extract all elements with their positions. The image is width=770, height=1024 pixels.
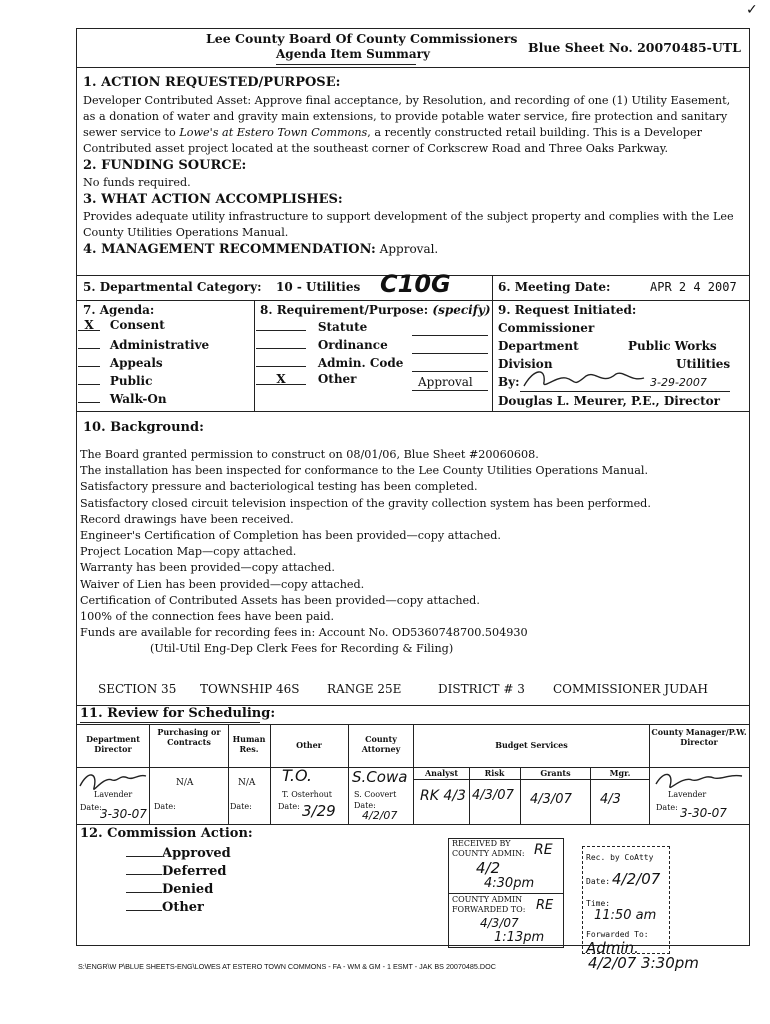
stamp-received-line1: RECEIVED BY — [452, 839, 511, 848]
attorney-date-label: Date: — [354, 801, 376, 810]
agenda-option[interactable] — [78, 354, 209, 372]
section12-heading: 12. Commission Action: — [80, 826, 253, 841]
col-county-manager: County Manager/P.W. Director — [651, 727, 747, 747]
risk-entry: 4/3/07 — [472, 788, 514, 803]
commission-other-label: Other — [162, 900, 204, 915]
section3-line2: County Utilities Operations Manual. — [83, 226, 289, 239]
stamp-forwarded-line1: COUNTY ADMIN — [452, 895, 523, 904]
requirement-other-label: Other — [317, 372, 357, 386]
agenda-option[interactable] — [78, 390, 209, 408]
agenda-options — [78, 318, 209, 408]
background-line: Project Location Map—copy attached. — [80, 545, 297, 559]
col-county-attorney: County Attorney — [361, 734, 401, 754]
stamp-divider — [448, 893, 563, 894]
commission-deferred-label: Deferred — [162, 864, 227, 879]
other-date-label: Date: — [278, 802, 300, 811]
section7-top-rule — [76, 300, 749, 301]
agenda-walkon-label: Walk-On — [109, 392, 167, 406]
initiated-commissioner: Commissioner — [498, 321, 595, 335]
subtitle-underline — [276, 64, 416, 65]
requirement-option[interactable] — [256, 318, 403, 336]
review-col-line — [520, 767, 521, 824]
grants-entry: 4/3/07 — [530, 792, 572, 807]
section7-heading: 7. Agenda: — [83, 303, 155, 317]
agenda-consent-label: Consent — [109, 318, 165, 332]
section1-line1: Developer Contributed Asset: Approve final acceptance, by Resolution, and recording of one (1) Utility Easement, — [83, 94, 731, 107]
commission-option-deferred[interactable] — [126, 862, 231, 880]
initiated-division-value: Utilities — [676, 357, 731, 371]
initiated-department-label: Department — [498, 339, 579, 353]
header-title: Lee County Board Of County Commissioners — [206, 31, 518, 46]
stamp-received-line2: COUNTY ADMIN: — [452, 849, 525, 858]
header-subtitle: Agenda Item Summary — [276, 47, 430, 61]
stamp-initial-1: RE — [534, 842, 553, 858]
departmental-category: 10 - Utilities — [276, 280, 361, 294]
commission-blank — [126, 880, 162, 893]
agenda-administrative-label: Administrative — [109, 338, 210, 352]
corner-checkmark: ✓ — [746, 2, 758, 18]
section6-divider — [492, 275, 493, 411]
recommendation-value: Approval. — [379, 242, 439, 256]
location-township: TOWNSHIP 46S — [200, 682, 300, 696]
department-director-date: 3-30-07 — [100, 807, 147, 821]
section8-heading: 8. Requirement/Purpose: — [260, 303, 429, 317]
section8-specify: (specify) — [432, 303, 491, 317]
stamp2-date-label: Date: — [586, 877, 611, 886]
county-manager-date-label: Date: — [656, 803, 678, 812]
requirement-option[interactable] — [256, 372, 403, 390]
requirement-admin-code-mark — [256, 354, 306, 367]
agenda-public-label: Public — [109, 374, 153, 388]
agenda-option[interactable] — [78, 336, 209, 354]
attorney-initials: S.Cowa — [352, 768, 408, 786]
background-line: Satisfactory closed circuit television inspection of the gravity collection system has been performed. — [80, 496, 651, 510]
requirement-other-mark: X — [256, 372, 306, 385]
header-divider — [76, 67, 749, 68]
review-col-line — [348, 724, 349, 824]
other-name: T. Osterhout — [282, 790, 333, 799]
analyst-entry: RK 4/3 — [420, 788, 466, 804]
section1-line3-end: , a recently constructed retail building. This is a Developer — [367, 126, 702, 139]
background-line: Waiver of Lien has been provided—copy attached. — [80, 577, 365, 591]
col-human-res: Human Res. — [232, 734, 266, 754]
initiated-department-value: Public Works — [628, 339, 717, 353]
review-table-bottom — [76, 824, 749, 825]
section11-heading: 11. Review for Scheduling: — [80, 706, 276, 721]
section3-heading: 3. WHAT ACTION ACCOMPLISHES: — [83, 192, 343, 207]
section8-divider — [254, 300, 255, 411]
requirement-blank-4 — [412, 390, 488, 391]
agenda-appeals-mark — [78, 354, 100, 367]
section10-top-rule — [76, 411, 749, 412]
meeting-date-value: APR 2 4 2007 — [650, 280, 737, 294]
background-line: Satisfactory pressure and bacteriological testing has been completed. — [80, 480, 478, 494]
stamp-date-2: 4/3/07 — [480, 916, 519, 930]
section4-row — [83, 242, 438, 257]
section9-heading: 9. Request Initiated: — [498, 303, 637, 317]
requirement-admin-code-label: Admin. Code — [317, 356, 404, 370]
file-path-footer: S:\ENGR\W P\BLUE SHEETS-ENG\LOWES AT ESTERO TOWN COMMONS - FA - WM & GM - 1 ESMT - JAK BS 20070485.DOC — [78, 962, 496, 971]
requirement-statute-label: Statute — [317, 320, 368, 334]
stamp-date-1: 4/2 — [476, 859, 501, 877]
section2-heading: 2. FUNDING SOURCE: — [83, 158, 247, 173]
initiated-division-label: Division — [498, 357, 553, 371]
other-initials: T.O. — [282, 766, 312, 785]
stamp-time-2: 1:13pm — [494, 930, 545, 945]
agenda-appeals-label: Appeals — [109, 356, 163, 370]
budget-mgr: Mgr. — [609, 768, 631, 778]
department-director-name: Lavender — [94, 790, 133, 799]
human-res-value: N/A — [238, 778, 256, 788]
background-line: Engineer's Certification of Completion has been provided—copy attached. — [80, 529, 501, 543]
commission-option-denied[interactable] — [126, 880, 231, 898]
requirement-ordinance-mark — [256, 336, 306, 349]
requirement-statute-mark — [256, 318, 306, 331]
commission-blank — [126, 862, 162, 875]
stamp-time-1: 4:30pm — [484, 876, 535, 891]
requirement-other-value: Approval — [418, 375, 473, 389]
location-section: SECTION 35 — [98, 682, 177, 696]
purchasing-value: N/A — [176, 778, 194, 788]
review-col-line — [649, 724, 650, 824]
col-other: Other — [296, 740, 322, 750]
attorney-name: S. Coovert — [354, 790, 397, 799]
agenda-public-mark — [78, 372, 100, 385]
budget-grants: Grants — [540, 768, 571, 778]
budget-risk: Risk — [484, 768, 505, 778]
budget-sub-bottom — [413, 779, 649, 780]
agenda-consent-mark: X — [78, 318, 100, 331]
human-res-date-label: Date: — [230, 802, 252, 811]
county-manager-name: Lavender — [668, 790, 707, 799]
section1-line4: Contributed asset project located at the southeast corner of Corkscrew Road and Three Oaks Parkway. — [83, 142, 669, 155]
funding-text: No funds required. — [83, 176, 191, 189]
background-line: Funds are available for recording fees in: Account No. OD5360748700.504930 — [80, 626, 528, 640]
category-handwritten: C10G — [380, 270, 451, 298]
section8-row — [260, 303, 491, 317]
commission-option-other[interactable] — [126, 898, 231, 916]
review-col-line — [270, 724, 271, 824]
department-director-date-label: Date: — [80, 803, 102, 812]
budget-analyst: Analyst — [424, 768, 459, 778]
blue-sheet-number: Blue Sheet No. 20070485-UTL — [528, 40, 741, 55]
section1-line2: as a donation of water and gravity main extensions, to provide potable water service, fire protection and sanitary — [83, 110, 728, 123]
requirement-blank-2 — [412, 353, 488, 354]
purchasing-date-label: Date: — [154, 802, 176, 811]
initiator-signature — [520, 366, 650, 392]
stamp2-forwarded-date: 4/2/07 3:30pm — [588, 954, 699, 972]
requirement-blank-3 — [412, 371, 488, 372]
section1-line3-start: sewer service to — [83, 126, 180, 139]
other-date: 3/29 — [302, 802, 336, 820]
review-col-line — [149, 724, 150, 824]
stamp2-forwarded-label: Forwarded To: — [586, 930, 649, 939]
commission-denied-label: Denied — [162, 882, 214, 897]
requirement-option[interactable] — [256, 336, 403, 354]
section5-label: 5. Departmental Category: — [83, 280, 262, 294]
location-commissioner: COMMISSIONER JUDAH — [553, 682, 708, 696]
background-line: Warranty has been provided—copy attached. — [80, 561, 335, 575]
signature-line — [520, 391, 730, 392]
agenda-walkon-mark — [78, 390, 100, 403]
commission-blank — [126, 898, 162, 911]
review-col-line — [413, 724, 414, 824]
stamp2-time-value: 11:50 am — [594, 908, 657, 923]
section4-heading: 4. MANAGEMENT RECOMMENDATION: — [83, 242, 376, 257]
section1-line3 — [83, 126, 702, 139]
section3-line1: Provides adequate utility infrastructure to support development of the subject property and complies with the Lee — [83, 210, 734, 223]
background-line: The installation has been inspected for conformance to the Lee County Utilities Operations Manual. — [80, 464, 649, 478]
stamp2-forwarded-value: Admin. — [586, 939, 639, 957]
stamp2-time-label: Time: — [586, 899, 611, 908]
background-line: Record drawings have been received. — [80, 512, 294, 526]
commission-approved-label: Approved — [162, 846, 231, 861]
commission-option-approved[interactable] — [126, 844, 231, 862]
background-text — [80, 447, 651, 658]
review-col-line — [590, 767, 591, 824]
background-line: 100% of the connection fees have been paid. — [80, 610, 335, 624]
stamp-initial-2: RE — [536, 898, 554, 913]
requirement-option[interactable] — [256, 354, 403, 372]
attorney-date: 4/2/07 — [362, 809, 398, 822]
county-manager-signature — [652, 768, 746, 792]
requirement-ordinance-label: Ordinance — [317, 338, 388, 352]
stamp-forwarded-line2: FORWARDED TO: — [452, 905, 526, 914]
section10-heading: 10. Background: — [83, 420, 204, 435]
col-budget-services: Budget Services — [495, 740, 568, 750]
project-name: Lowe's at Estero Town Commons — [179, 126, 368, 139]
location-district: DISTRICT # 3 — [438, 682, 525, 696]
section1-heading: 1. ACTION REQUESTED/PURPOSE: — [83, 75, 341, 90]
stamp2-rec-label: Rec. by CoAtty — [586, 853, 654, 862]
commission-actions — [126, 844, 231, 916]
mgr-entry: 4/3 — [600, 792, 621, 807]
initiator-date: 3-29-2007 — [650, 376, 707, 389]
requirement-options — [256, 318, 403, 390]
background-line: Certification of Contributed Assets has been provided—copy attached. — [80, 593, 480, 607]
col-purchasing: Purchasing or Contracts — [157, 727, 221, 747]
requirement-blank-1 — [412, 335, 488, 336]
agenda-administrative-mark — [78, 336, 100, 349]
col-department-director: Department Director — [86, 734, 140, 754]
agenda-option[interactable] — [78, 318, 209, 336]
background-line: The Board granted permission to construct on 08/01/06, Blue Sheet #20060608. — [80, 448, 539, 461]
location-range: RANGE 25E — [327, 682, 402, 696]
section11-underline — [80, 722, 260, 723]
agenda-option[interactable] — [78, 372, 209, 390]
background-indent-line: (Util-Util Eng-Dep Clerk Fees for Recording & Filing) — [150, 642, 454, 656]
initiator-name: Douglas L. Meurer, P.E., Director — [498, 394, 720, 408]
meeting-date-label: 6. Meeting Date: — [498, 280, 611, 294]
county-manager-date: 3-30-07 — [680, 806, 727, 820]
initiated-by-label: By: — [498, 375, 520, 389]
commission-blank — [126, 844, 162, 857]
stamp2-date-value: 4/2/07 — [612, 870, 661, 888]
